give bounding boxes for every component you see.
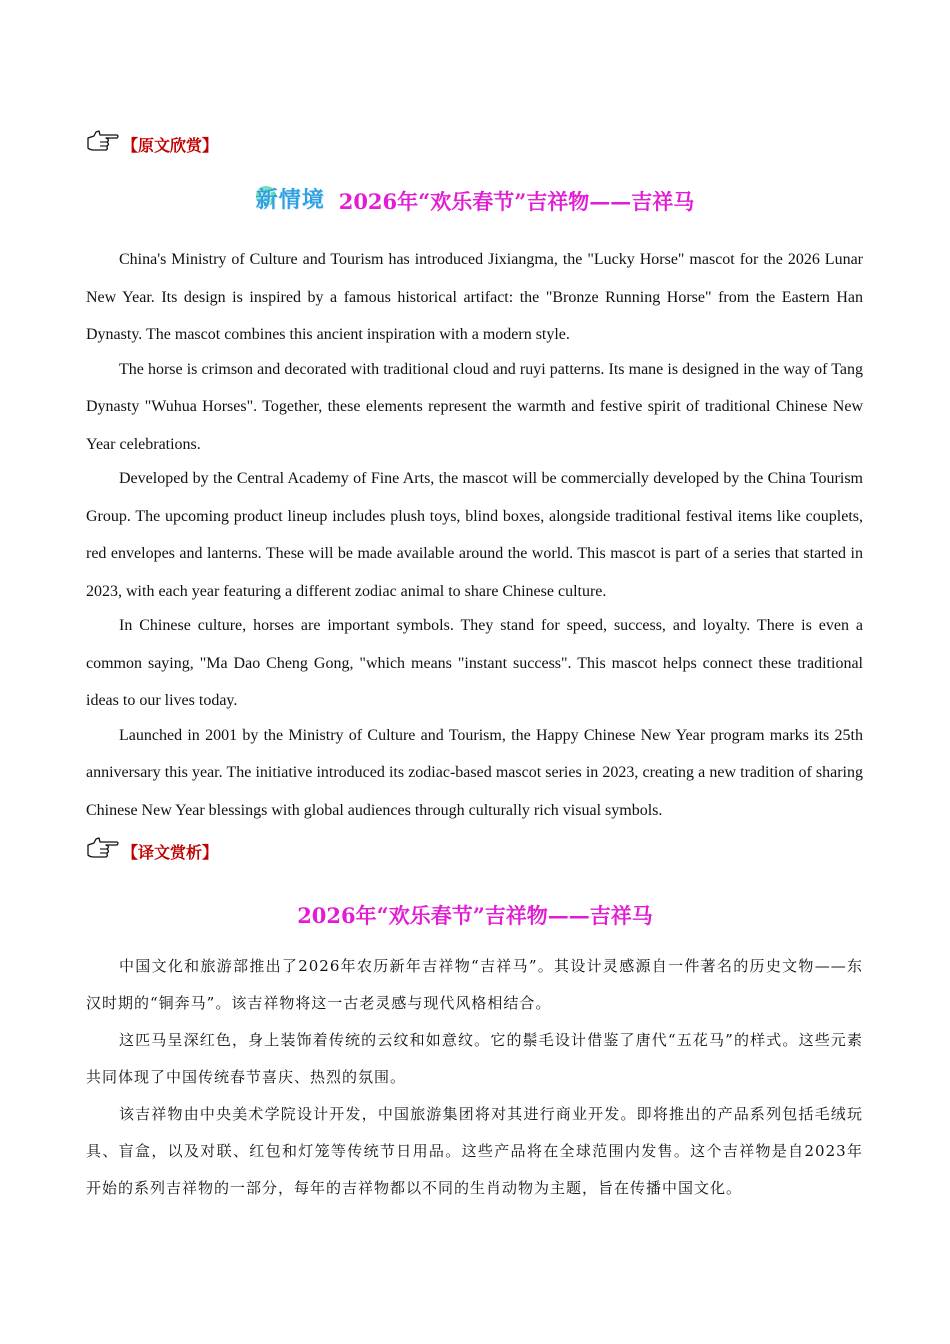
section-header-translation bbox=[86, 831, 218, 865]
pointing-hand-icon bbox=[86, 833, 120, 865]
new-context-badge bbox=[256, 185, 325, 217]
english-paragraph: In Chinese culture, horses are important symbols. They stand for speed, success, and loyalty. There is even a common saying, "Ma Dao Cheng Gong, "which means "instant success". This mascot helps connect these traditional ideas to our lives today. bbox=[86, 617, 863, 709]
chinese-paragraph: 中国文化和旅游部推出了2026年农历新年吉祥物“吉祥马”。其设计灵感源自一件著名的历史文物——东汉时期的“铜奔马”。该吉祥物将这一古老灵感与现代风格相结合。 bbox=[86, 957, 863, 1012]
chinese-paragraph: 这匹马呈深红色，身上装饰着传统的云纹和如意纹。它的鬃毛设计借鉴了唐代“五花马”的样式。这些元素共同体现了中国传统春节喜庆、热烈的氛围。 bbox=[86, 1031, 863, 1086]
article-title-row bbox=[0, 185, 950, 217]
translation-title-row bbox=[0, 900, 950, 930]
badge-text: 新情境 bbox=[255, 188, 325, 213]
english-paragraph: China's Ministry of Culture and Tourism has introduced Jixiangma, the "Lucky Horse" mascot for the 2026 Lunar New Year. Its design is inspired by a famous historical artifact: the "Bronze Running Horse" from the Eastern Han Dynasty. The mascot combines this ancient inspiration with a modern style. bbox=[86, 251, 863, 343]
english-paragraph: The horse is crimson and decorated with traditional cloud and ruyi patterns. Its mane is designed in the way of Tang Dynasty "Wuhua Horses". Together, these elements represent the warmth and festive spirit of traditional Chinese New Year celebrations. bbox=[86, 360, 863, 453]
chinese-translation bbox=[86, 948, 863, 1207]
section-label-translation: 【译文赏析】 bbox=[122, 843, 219, 862]
section-label-original: 【原文欣赏】 bbox=[122, 136, 219, 155]
article-title: 2026年“欢乐春节”吉祥物——吉祥马 bbox=[338, 189, 695, 214]
english-paragraph: Launched in 2001 by the Ministry of Culture and Tourism, the Happy Chinese New Year program marks its 25th anniversary this year. The initiative introduced its zodiac-based mascot series in 2023, creating a new tradition of sharing Chinese New Year blessings with global audiences through culturally rich visual symbols. bbox=[86, 726, 863, 819]
pointing-hand-icon bbox=[86, 126, 120, 158]
english-paragraph: Developed by the Central Academy of Fine Arts, the mascot will be commercially developed by the China Tourism Group. The upcoming product lineup includes plush toys, blind boxes, alongside traditional festival items like couplets, red envelopes and lanterns. These will be made available around the world. This mascot is part of a series that started in 2023, with each year featuring a different zodiac animal to share Chinese culture. bbox=[86, 470, 863, 600]
english-article bbox=[86, 241, 863, 826]
section-header-original bbox=[86, 124, 218, 158]
chinese-paragraph: 该吉祥物由中央美术学院设计开发，中国旅游集团将对其进行商业开发。即将推出的产品系列包括毛绒玩具、盲盒，以及对联、红包和灯笼等传统节日用品。这些产品将在全球范围内发售。这个吉祥物是自2023年开始的系列吉祥物的一部分，每年的吉祥物都以不同的生肖动物为主题，旨在传播中国文化。 bbox=[86, 1105, 863, 1197]
translation-title: 2026年“欢乐春节”吉祥物——吉祥马 bbox=[297, 903, 653, 928]
